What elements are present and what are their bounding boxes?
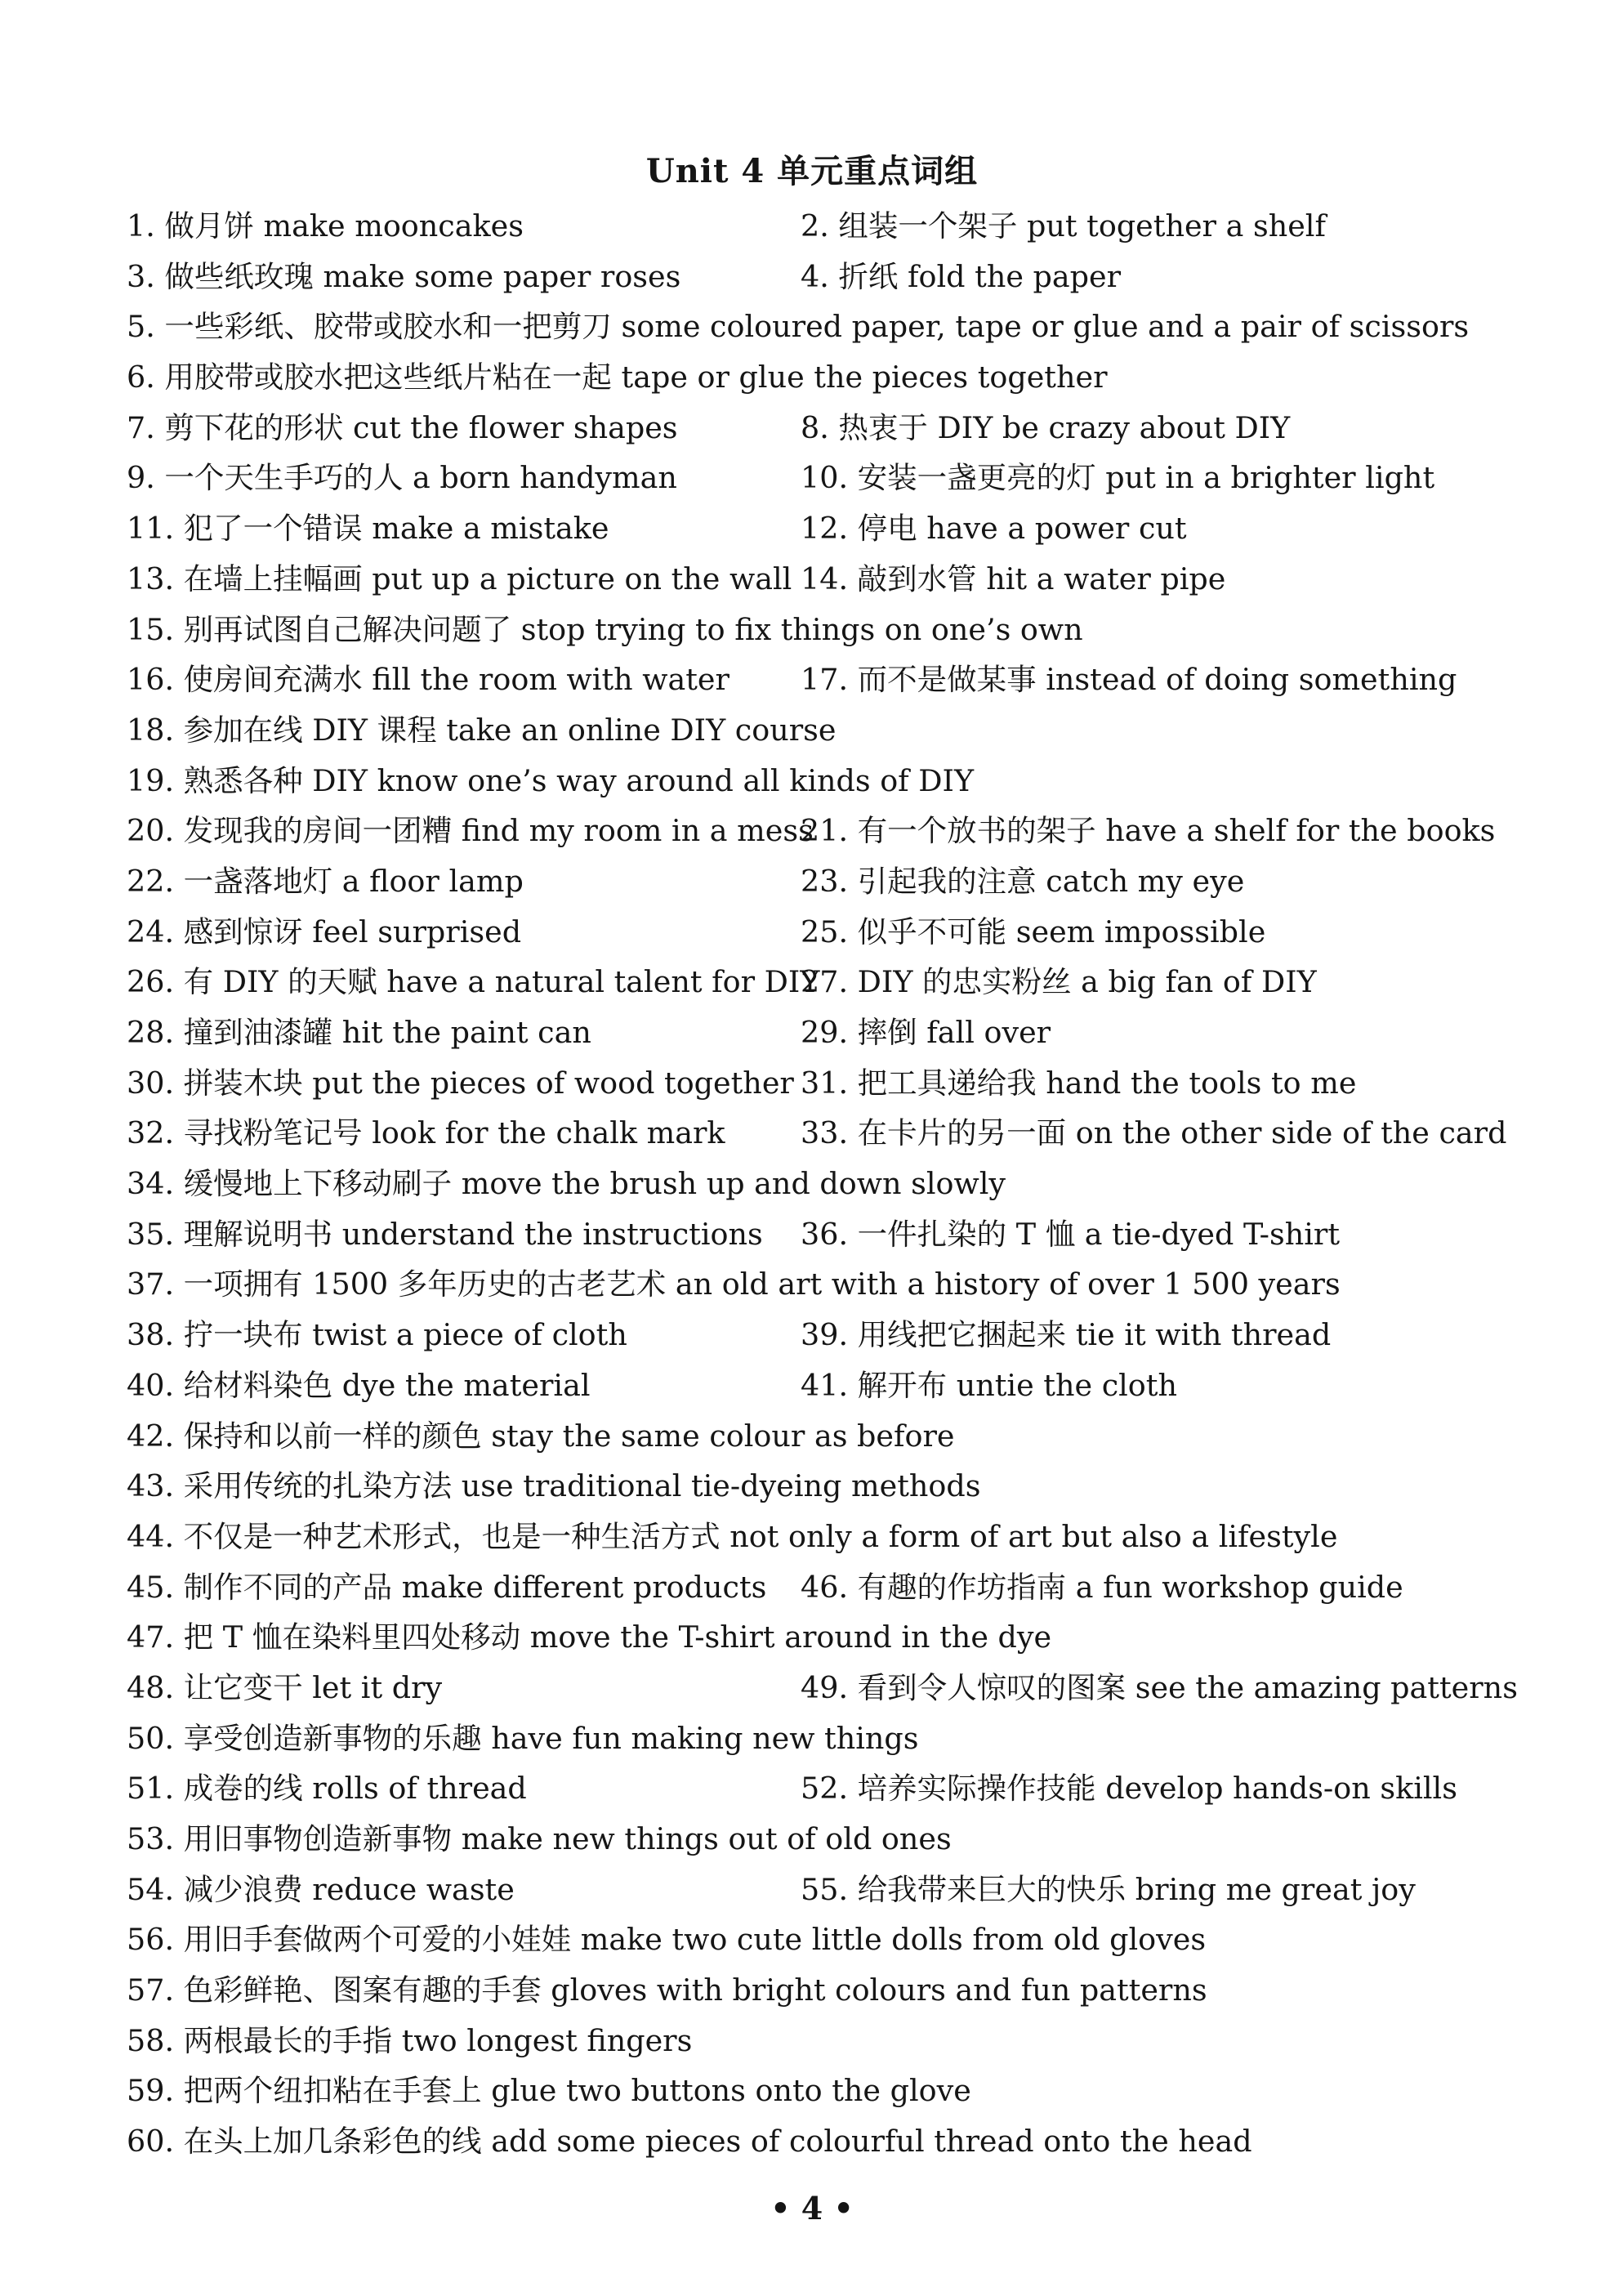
- phrase-item: 46. 有趣的作坊指南 a fun workshop guide: [801, 1569, 1403, 1605]
- phrase-item: 56. 用旧手套做两个可爱的小娃娃 make two cute little dolls from old gloves: [127, 1922, 1207, 1958]
- phrase-item: 5. 一些彩纸、胶带或胶水和一把剪刀 some coloured paper, tape or glue and a pair of scissors: [127, 309, 1470, 345]
- phrase-row: [0, 1965, 1624, 2016]
- phrase-row: [0, 1562, 1624, 1613]
- phrase-row: [0, 1713, 1624, 1764]
- phrase-row: [0, 1108, 1624, 1159]
- phrase-row: [0, 2066, 1624, 2116]
- phrase-row: [0, 806, 1624, 856]
- phrase-item: 37. 一项拥有 1500 多年历史的古老艺术 an old art with a history of over 1 500 years: [127, 1266, 1341, 1302]
- phrase-item: 44. 不仅是一种艺术形式，也是一种生活方式 not only a form of art but also a lifestyle: [127, 1518, 1338, 1554]
- phrase-item: 60. 在头上加几条彩色的线 add some pieces of colourful thread onto the head: [127, 2124, 1252, 2160]
- phrase-item: 7. 剪下花的形状 cut the flower shapes: [127, 409, 678, 445]
- phrase-row: [0, 705, 1624, 756]
- phrase-row: [0, 1512, 1624, 1562]
- page-number: • 4 •: [770, 2190, 854, 2227]
- phrase-item: 55. 给我带来巨大的快乐 bring me great joy: [801, 1871, 1416, 1907]
- phrase-row: [0, 1612, 1624, 1663]
- phrase-row: [0, 605, 1624, 655]
- phrase-item: 54. 减少浪费 reduce waste: [127, 1871, 515, 1907]
- phrase-item: 1. 做月饼 make mooncakes: [127, 208, 524, 243]
- phrase-item: 41. 解开布 untie the cloth: [801, 1367, 1177, 1403]
- phrase-item: 52. 培养实际操作技能 develop hands-on skills: [801, 1771, 1457, 1807]
- phrase-item: 32. 寻找粉笔记号 look for the chalk mark: [127, 1115, 725, 1151]
- phrase-row: [0, 1411, 1624, 1462]
- phrase-item: 57. 色彩鲜艳、图案有趣的手套 gloves with bright colours and fun patterns: [127, 1972, 1207, 2008]
- phrase-row: [0, 1310, 1624, 1360]
- phrase-item: 12. 停电 have a power cut: [801, 511, 1187, 547]
- phrase-item: 28. 撞到油漆罐 hit the paint can: [127, 1015, 591, 1050]
- phrase-row: [0, 1058, 1624, 1109]
- phrase-item: 29. 摔倒 fall over: [801, 1015, 1051, 1050]
- phrase-item: 2. 组装一个架子 put together a shelf: [801, 208, 1326, 243]
- phrase-row: [0, 352, 1624, 403]
- phrase-item: 3. 做些纸玫瑰 make some paper roses: [127, 258, 681, 294]
- phrase-row: [0, 252, 1624, 302]
- phrase-row: [0, 1259, 1624, 1310]
- phrase-item: 58. 两根最长的手指 two longest fingers: [127, 2022, 693, 2058]
- phrase-item: 43. 采用传统的扎染方法 use traditional tie-dyeing methods: [127, 1468, 981, 1504]
- phrase-item: 33. 在卡片的另一面 on the other side of the card: [801, 1115, 1507, 1151]
- phrase-item: 47. 把 T 恤在染料里四处移动 move the T-shirt around in the dye: [127, 1619, 1052, 1655]
- phrase-row: [0, 2016, 1624, 2066]
- phrase-row: [0, 453, 1624, 503]
- phrase-row: [0, 302, 1624, 352]
- phrase-row: [0, 1159, 1624, 1209]
- phrase-row: [0, 201, 1624, 252]
- phrase-row: [0, 503, 1624, 554]
- phrase-row: [0, 2116, 1624, 2167]
- phrase-row: [0, 403, 1624, 453]
- page-title: Unit 4 单元重点词组: [645, 152, 979, 190]
- phrase-row: [0, 1360, 1624, 1411]
- phrase-item: 18. 参加在线 DIY 课程 take an online DIY course: [127, 712, 837, 748]
- phrase-row: [0, 1007, 1624, 1058]
- phrase-row: [0, 1865, 1624, 1915]
- phrase-item: 53. 用旧事物创造新事物 make new things out of old ones: [127, 1821, 952, 1856]
- phrase-row: [0, 1461, 1624, 1512]
- phrase-item: 25. 似乎不可能 seem impossible: [801, 913, 1266, 949]
- phrase-row: [0, 554, 1624, 605]
- phrase-item: 48. 让它变干 let it dry: [127, 1669, 443, 1705]
- phrase-item: 27. DIY 的忠实粉丝 a big fan of DIY: [801, 964, 1317, 1000]
- phrase-item: 4. 折纸 fold the paper: [801, 258, 1122, 294]
- phrase-item: 19. 熟悉各种 DIY know one’s way around all kinds of DIY: [127, 762, 975, 798]
- phrase-item: 23. 引起我的注意 catch my eye: [801, 863, 1245, 899]
- phrase-item: 24. 感到惊讶 feel surprised: [127, 913, 522, 949]
- phrase-item: 8. 热衷于 DIY be crazy about DIY: [801, 409, 1291, 445]
- phrase-item: 9. 一个天生手巧的人 a born handyman: [127, 460, 677, 496]
- phrase-row: [0, 1209, 1624, 1260]
- phrase-row: [0, 907, 1624, 958]
- phrase-item: 26. 有 DIY 的天赋 have a natural talent for DIY: [127, 964, 820, 1000]
- phrase-item: 59. 把两个纽扣粘在手套上 glue two buttons onto the glove: [127, 2073, 971, 2109]
- phrase-item: 31. 把工具递给我 hand the tools to me: [801, 1065, 1357, 1101]
- phrase-item: 11. 犯了一个错误 make a mistake: [127, 511, 609, 547]
- phrase-row: [0, 1663, 1624, 1713]
- phrase-item: 49. 看到令人惊叹的图案 see the amazing patterns: [801, 1669, 1518, 1705]
- phrase-item: 20. 发现我的房间一团糟 find my room in a mess: [127, 813, 814, 849]
- phrase-item: 30. 拼装木块 put the pieces of wood together: [127, 1065, 794, 1101]
- phrase-item: 17. 而不是做某事 instead of doing something: [801, 662, 1457, 698]
- phrase-item: 21. 有一个放书的架子 have a shelf for the books: [801, 813, 1496, 849]
- phrase-item: 6. 用胶带或胶水把这些纸片粘在一起 tape or glue the pieces together: [127, 360, 1108, 395]
- phrase-item: 40. 给材料染色 dye the material: [127, 1367, 591, 1403]
- phrase-item: 42. 保持和以前一样的颜色 stay the same colour as before: [127, 1418, 955, 1454]
- phrase-list: [0, 201, 1624, 2167]
- phrase-item: 50. 享受创造新事物的乐趣 have fun making new things: [127, 1720, 919, 1756]
- phrase-row: [0, 1763, 1624, 1814]
- phrase-item: 38. 拧一块布 twist a piece of cloth: [127, 1317, 627, 1353]
- phrase-item: 39. 用线把它捆起来 tie it with thread: [801, 1317, 1332, 1353]
- phrase-row: [0, 1814, 1624, 1865]
- phrase-item: 15. 别再试图自己解决问题了 stop trying to fix things on one’s own: [127, 611, 1083, 647]
- phrase-item: 34. 缓慢地上下移动刷子 move the brush up and down slowly: [127, 1166, 1006, 1202]
- phrase-item: 10. 安装一盏更亮的灯 put in a brighter light: [801, 460, 1435, 496]
- phrase-item: 35. 理解说明书 understand the instructions: [127, 1216, 763, 1252]
- phrase-item: 45. 制作不同的产品 make different products: [127, 1569, 767, 1605]
- phrase-item: 13. 在墙上挂幅画 put up a picture on the wall: [127, 561, 792, 596]
- phrase-item: 16. 使房间充满水 fill the room with water: [127, 662, 729, 698]
- phrase-item: 22. 一盏落地灯 a floor lamp: [127, 863, 524, 899]
- phrase-row: [0, 756, 1624, 806]
- phrase-row: [0, 654, 1624, 705]
- phrase-item: 51. 成卷的线 rolls of thread: [127, 1771, 527, 1807]
- phrase-row: [0, 957, 1624, 1007]
- phrase-row: [0, 856, 1624, 907]
- phrase-item: 14. 敲到水管 hit a water pipe: [801, 561, 1226, 596]
- phrase-row: [0, 1914, 1624, 1965]
- phrase-item: 36. 一件扎染的 T 恤 a tie-dyed T-shirt: [801, 1216, 1340, 1252]
